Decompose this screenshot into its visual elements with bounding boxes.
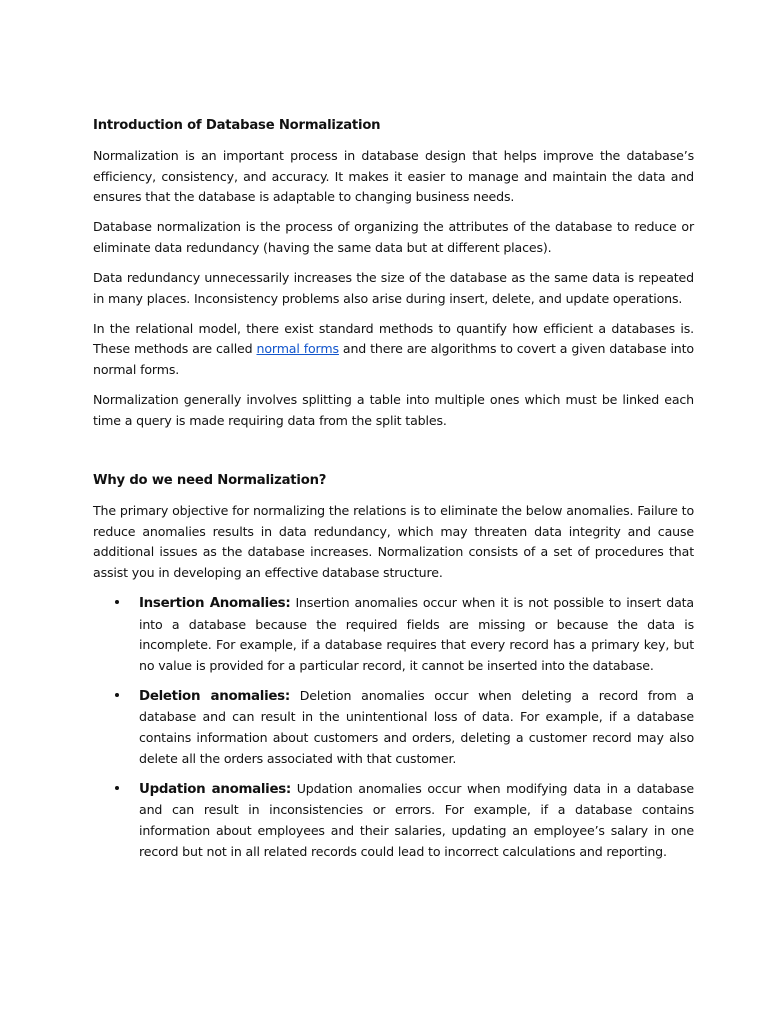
paragraph-data-redundancy: Data redundancy unnecessarily increases the size of the database as the same data is repeated in many places. Inconsistency problems also arise during insert, delete, and update operations. (93, 269, 694, 306)
list-item-deletion-anomalies (139, 686, 694, 769)
section-heading-why-normalization: Why do we need Normalization? (93, 473, 327, 489)
anomaly-term-updation: Updation anomalies: (139, 781, 291, 797)
anomaly-description-insertion: Insertion anomalies occur when it is not possible to insert data into a database because the required fields are missing or because the data is incomplete. For example, if a database requires that every record has a primary key, but no value is provided for a particular record, it cannot be inserted into the database. (139, 595, 694, 673)
paragraph-relational-model (93, 319, 694, 381)
list-item-text (139, 686, 694, 769)
anomalies-list (93, 593, 694, 862)
anomaly-term-insertion: Insertion Anomalies: (139, 596, 291, 611)
list-item-updation-anomalies (139, 779, 694, 862)
paragraph-primary-objective: The primary objective for normalizing the relations is to eliminate the below anomalies. Failure to reduce anomalies results in data redundancy, which may threaten data integrity and cause additional issues as the database increases. Normalization consists of a set of procedures that assist you in developing an effective database structure. (93, 503, 694, 580)
bullet-icon (115, 693, 119, 697)
section-heading-introduction: Introduction of Database Normalization (93, 118, 381, 133)
bullet-icon (115, 786, 119, 790)
document-body (93, 116, 694, 872)
anomaly-term-deletion: Deletion anomalies: (139, 688, 290, 704)
anomaly-description-updation: Updation anomalies occur when modifying data in a database and can result in inconsistencies or errors. For example, if a database contains information about employees and their salaries, updating an employee’s salary in one record but not in all related records could lead to incorrect calculations and reporting. (139, 780, 694, 859)
list-item-text (139, 593, 694, 676)
list-item-insertion-anomalies (139, 593, 694, 676)
anomaly-description-deletion: Deletion anomalies occur when deleting a record from a database and can result in the unintentional loss of data. For example, if a database contains information about customers and orders, deleting a customer record may also delete all the orders associated with that customer. (139, 687, 694, 766)
list-item-text (139, 779, 694, 862)
paragraph-normalization-definition: Database normalization is the process of organizing the attributes of the database to reduce or eliminate data redundancy (having the same data but at different places). (93, 219, 694, 255)
paragraph-normalization-importance: Normalization is an important process in database design that helps improve the database’s efficiency, consistency, and accuracy. It makes it easier to manage and maintain the data and ensures that the database is adaptable to changing business needs. (93, 148, 694, 205)
paragraph-splitting-tables: Normalization generally involves splitting a table into multiple ones which must be linked each time a query is made requiring data from the split tables. (93, 391, 694, 428)
normal-forms-link[interactable]: normal forms (256, 341, 339, 357)
bullet-icon (115, 600, 119, 604)
relational-text-after-link: and there are algorithms to covert a given database into normal forms. (93, 341, 694, 377)
relational-text-before-link: In the relational model, there exist standard methods to quantify how efficient a databases is. These methods are called (93, 320, 694, 357)
